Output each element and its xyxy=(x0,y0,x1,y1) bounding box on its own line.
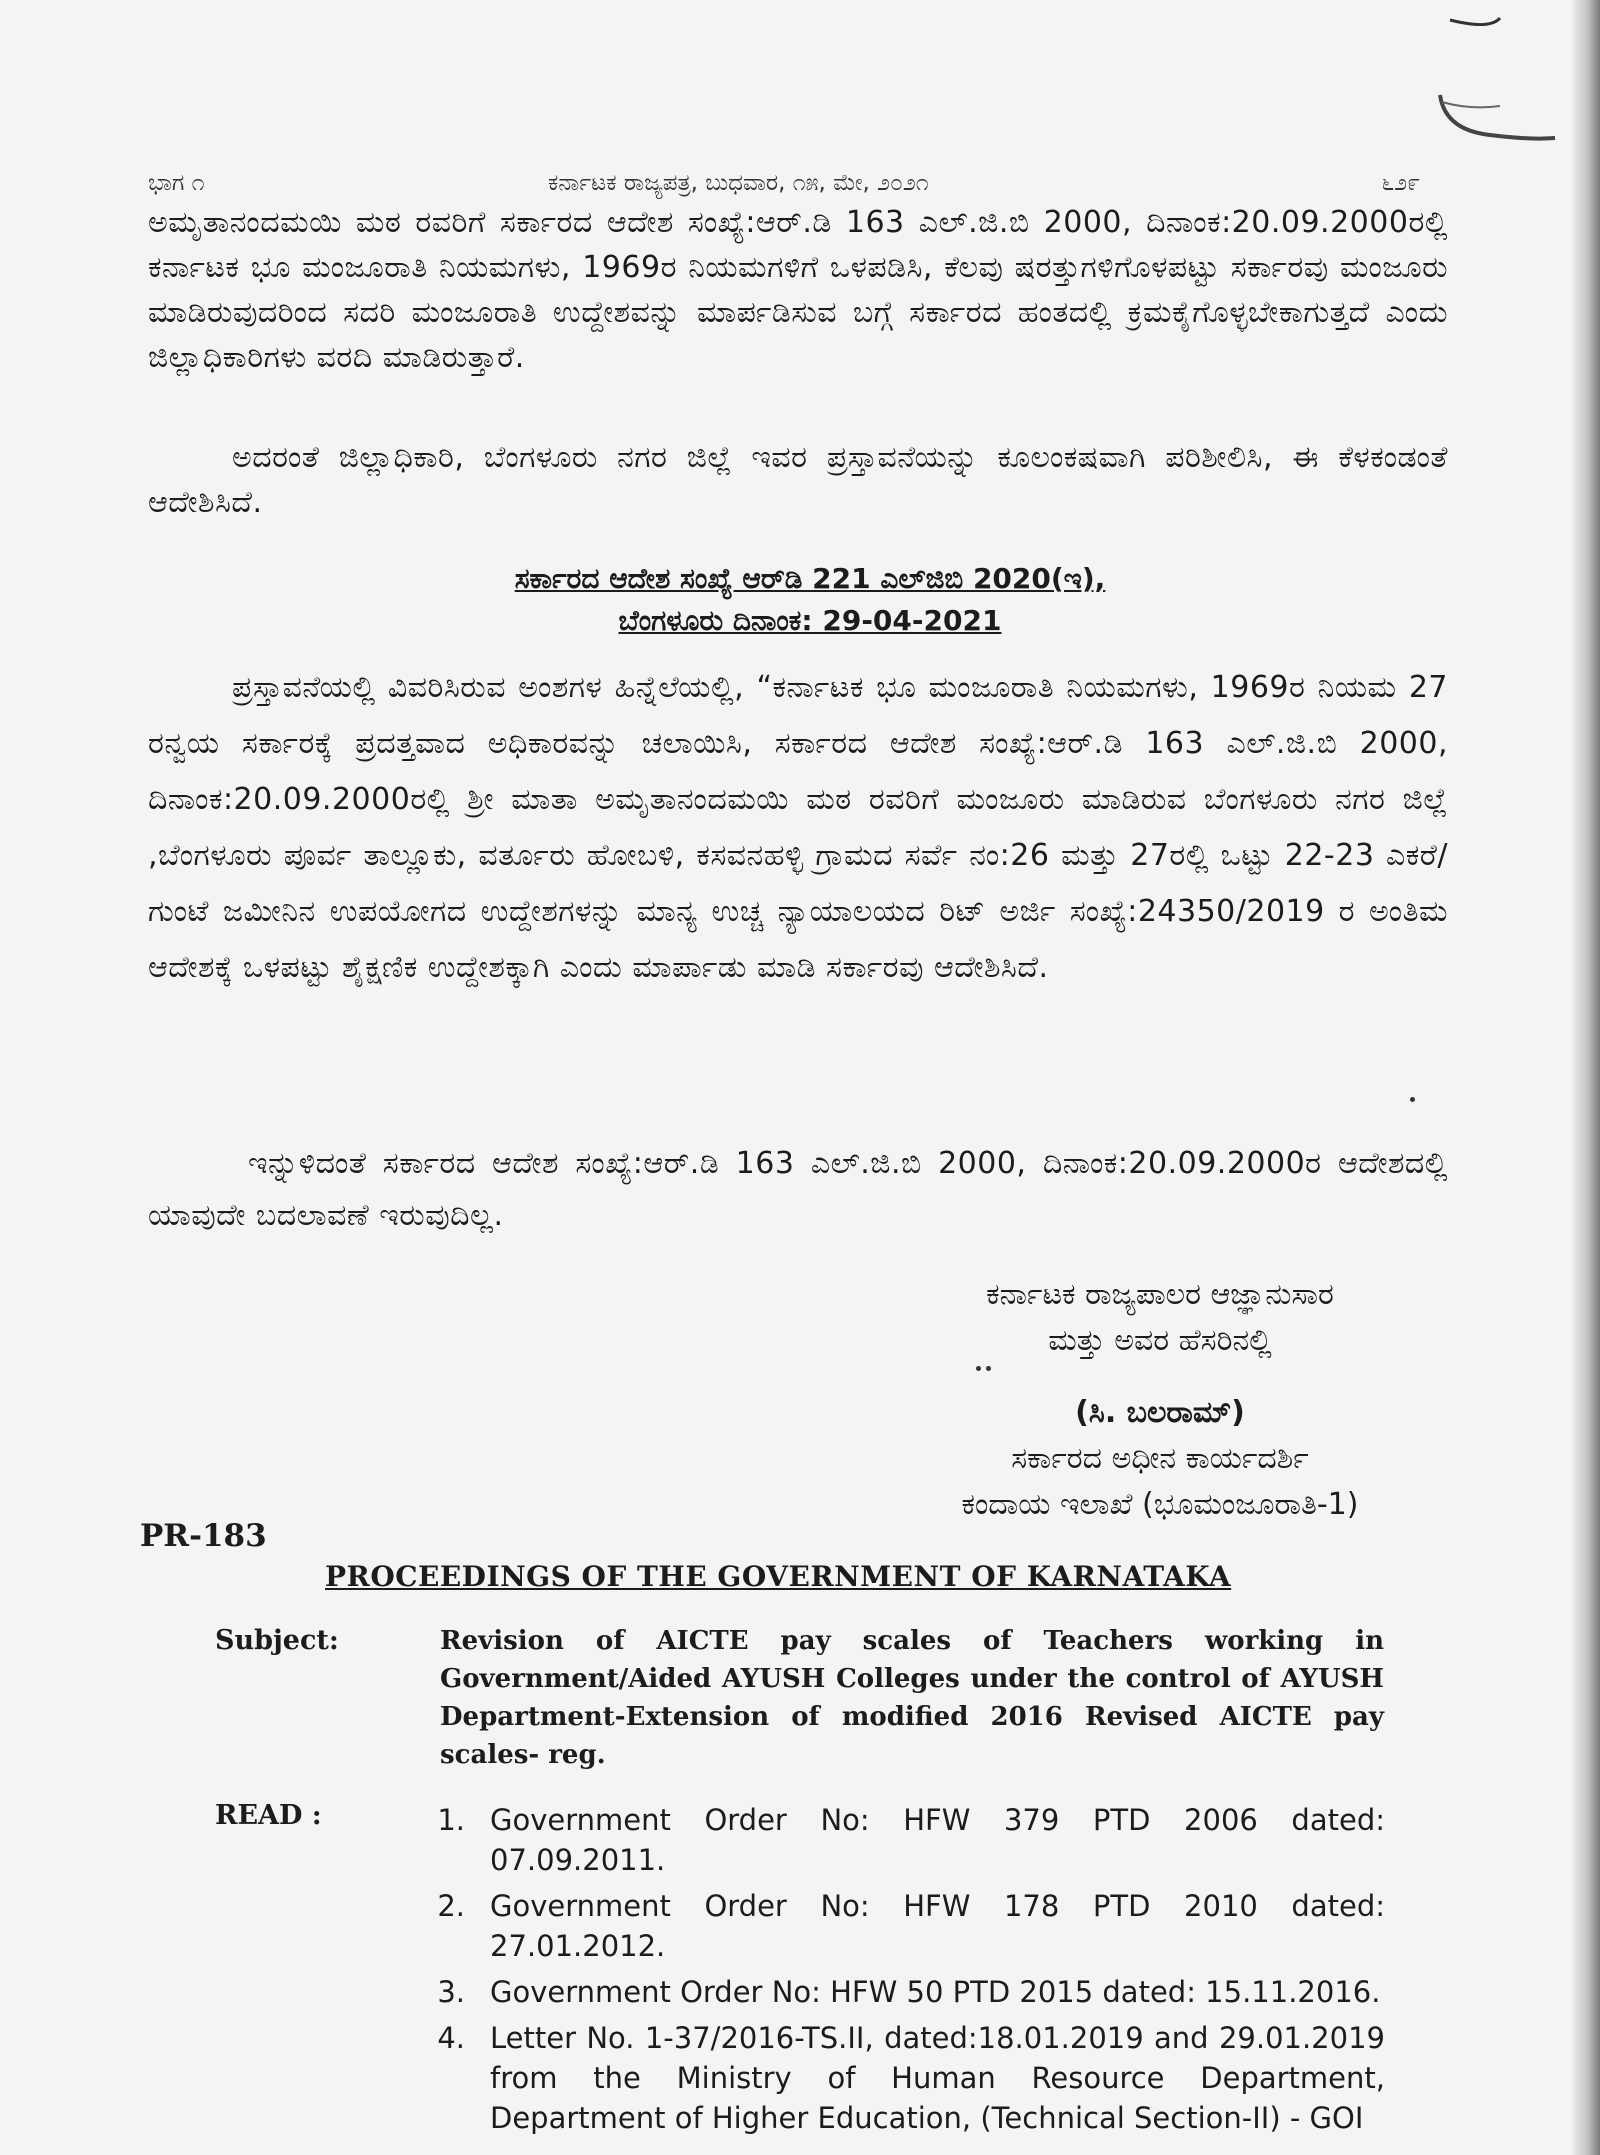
read-list xyxy=(425,1800,1385,2144)
signatory-designation: ಸರ್ಕಾರದ ಅಧೀನ ಕಾರ್ಯದರ್ಶಿ xyxy=(1011,1441,1309,1476)
order-heading-date: ಬೆಂಗಳೂರು ದಿನಾಂಕ: 29-04-2021 xyxy=(618,604,1002,637)
order-paragraph: ಪ್ರಸ್ತಾವನೆಯಲ್ಲಿ ವಿವರಿಸಿರುವ ಅಂಶಗಳ ಹಿನ್ನೆಲೆಯಲ್ಲಿ, “ಕರ್ನಾಟಕ ಭೂ ಮಂಜೂರಾತಿ ನಿಯಮಗಳು, 1969ರ ನಿಯಮ 27 ರನ್ವಯ ಸರ್ಕಾರಕ್ಕೆ ಪ್ರದತ್ತವಾದ ಅಧಿಕಾರವನ್ನು ಚಲಾಯಿಸಿ, ಸರ್ಕಾರದ ಆದೇಶ ಸಂಖ್ಯೆ:ಆರ್.ಡಿ 163 ಎಲ್.ಜಿ.ಬಿ 2000, ದಿನಾಂಕ:20.09.2000ರಲ್ಲಿ ಶ್ರೀ ಮಾತಾ ಅಮೃತಾನಂದಮಯಿ ಮಠ ರವರಿಗೆ ಮಂಜೂರು ಮಾಡಿರುವ ಬೆಂಗಳೂರು ನಗರ ಜಿಲ್ಲೆ ,ಬೆಂಗಳೂರು ಪೂರ್ವ ತಾಲ್ಲೂಕು, ವರ್ತೂರು ಹೋಬಳಿ, ಕಸವನಹಳ್ಳಿ ಗ್ರಾಮದ ಸರ್ವೆ ನಂ:26 ಮತ್ತು 27ರಲ್ಲಿ ಒಟ್ಟು 22-23 ಎಕರೆ/ಗುಂಟೆ ಜಮೀನಿನ ಉಪಯೋಗದ ಉದ್ದೇಶಗಳನ್ನು ಮಾನ್ಯ ಉಚ್ಚ ನ್ಯಾಯಾಲಯದ ರಿಟ್ ಅರ್ಜಿ ಸಂಖ್ಯೆ:24350/2019 ರ ಅಂತಿಮ ಆದೇಶಕ್ಕೆ ಒಳಪಟ್ಟು ಶೈಕ್ಷಣಿಕ ಉದ್ದೇಶಕ್ಕಾಗಿ ಎಂದು ಮಾರ್ಪಾಡು ಮಾಡಿ ಸರ್ಕಾರವು ಆದೇಶಿಸಿದೆ. xyxy=(148,670,1448,985)
read-item-text: Government Order No: HFW 379 PTD 2006 dated: 07.09.2011. xyxy=(490,1803,1385,1877)
page-shadow-edge xyxy=(1570,0,1600,2155)
ink-dot xyxy=(1410,1097,1415,1102)
signatory-name: (ಸಿ. ಬಲರಾಮ್) xyxy=(1075,1395,1245,1430)
read-item-text: Government Order No: HFW 178 PTD 2010 dated: 27.01.2012. xyxy=(490,1889,1385,1963)
signature-line-1: ಕರ್ನಾಟಕ ರಾಜ್ಯಪಾಲರ ಆಜ್ಞಾನುಸಾರ xyxy=(986,1277,1334,1312)
read-item-number: 4. xyxy=(437,2021,465,2055)
header-part: ಭಾಗ ೧ xyxy=(148,170,205,196)
read-item-number: 3. xyxy=(437,1975,465,2009)
read-label: READ : xyxy=(215,1800,322,1831)
proceedings-code: PR-183 xyxy=(140,1518,267,1554)
header-gazette-title: ಕರ್ನಾಟಕ ರಾಜ್ಯಪತ್ರ, ಬುಧವಾರ, ೧೫, ಮೇ, ೨೦೨೧ xyxy=(548,170,929,196)
proceedings-title: PROCEEDINGS OF THE GOVERNMENT OF KARNATAKA xyxy=(325,1560,1232,1593)
read-item-text: Letter No. 1-37/2016-TS.II, dated:18.01.2019 and 29.01.2019 from the Ministry of Human Resource Department, Department of Higher Education, (Technical Section-II) - GOI xyxy=(490,2021,1385,2135)
read-item xyxy=(425,2018,1385,2138)
intro-paragraph: ಅಮೃತಾನಂದಮಯಿ ಮಠ ರವರಿಗೆ ಸರ್ಕಾರದ ಆದೇಶ ಸಂಖ್ಯೆ:ಆರ್.ಡಿ 163 ಎಲ್.ಜಿ.ಬಿ 2000, ದಿನಾಂಕ:20.09.2000ರಲ್ಲಿ ಕರ್ನಾಟಕ ಭೂ ಮಂಜೂರಾತಿ ನಿಯಮಗಳು, 1969ರ ನಿಯಮಗಳಿಗೆ ಒಳಪಡಿಸಿ, ಕೆಲವು ಷರತ್ತುಗಳಿಗೊಳಪಟ್ಟು ಸರ್ಕಾರವು ಮಂಜೂರು ಮಾಡಿರುವುದರಿಂದ ಸದರಿ ಮಂಜೂರಾತಿ ಉದ್ದೇಶವನ್ನು ಮಾರ್ಪಡಿಸುವ ಬಗ್ಗೆ ಸರ್ಕಾರದ ಹಂತದಲ್ಲಿ ಕ್ರಮಕೈಗೊಳ್ಳಬೇಕಾಗುತ್ತದೆ ಎಂದು ಜಿಲ್ಲಾಧಿಕಾರಿಗಳು ವರದಿ ಮಾಡಿರುತ್ತಾರೆ. xyxy=(148,205,1448,375)
signatory-department: ಕಂದಾಯ ಇಲಾಖೆ (ಭೂಮಂಜೂರಾತಿ-1) xyxy=(961,1487,1359,1522)
read-item xyxy=(425,1800,1385,1880)
signature-line-2: ಮತ್ತು ಅವರ ಹೆಸರಿನಲ್ಲಿ xyxy=(1048,1323,1272,1358)
subject-text: Revision of AICTE pay scales of Teachers working in Government/Aided AYUSH Colleges under the control of AYUSH Department-Extension of modified 2016 Revised AICTE pay scales- reg. xyxy=(440,1626,1384,1770)
read-item-number: 2. xyxy=(437,1889,465,1923)
ink-dot xyxy=(986,1366,991,1371)
remaining-paragraph: ಇನ್ನುಳಿದಂತೆ ಸರ್ಕಾರದ ಆದೇಶ ಸಂಖ್ಯೆ:ಆರ್.ಡಿ 163 ಎಲ್.ಜಿ.ಬಿ 2000, ದಿನಾಂಕ:20.09.2000ರ ಆದೇಶದಲ್ಲಿ ಯಾವುದೇ ಬದಲಾವಣೆ ಇರುವುದಿಲ್ಲ. xyxy=(148,1146,1448,1233)
order-heading-number: ಸರ್ಕಾರದ ಆದೇಶ ಸಂಖ್ಯೆ ಆರ್‌ಡಿ 221 ಎಲ್‌ಜಿಬಿ 2020(ಇ), xyxy=(514,562,1106,595)
signature-block xyxy=(860,1272,1460,1528)
read-item xyxy=(425,1886,1385,1966)
consider-paragraph: ಅದರಂತೆ ಜಿಲ್ಲಾಧಿಕಾರಿ, ಬೆಂಗಳೂರು ನಗರ ಜಿಲ್ಲೆ ಇವರ ಪ್ರಸ್ತಾವನೆಯನ್ನು ಕೂಲಂಕಷವಾಗಿ ಪರಿಶೀಲಿಸಿ, ಈ ಕೆಳಕಂಡಂತೆ ಆದೇಶಿಸಿದೆ. xyxy=(148,440,1448,520)
read-item xyxy=(425,1972,1385,2012)
read-item-text: Government Order No: HFW 50 PTD 2015 dated: 15.11.2016. xyxy=(490,1975,1381,2009)
subject-label: Subject: xyxy=(215,1625,339,1656)
header-page-number: ೬೨೯ xyxy=(1381,170,1420,196)
ink-dot xyxy=(976,1366,981,1371)
read-item-number: 1. xyxy=(437,1803,465,1837)
ink-mark xyxy=(1430,10,1560,160)
